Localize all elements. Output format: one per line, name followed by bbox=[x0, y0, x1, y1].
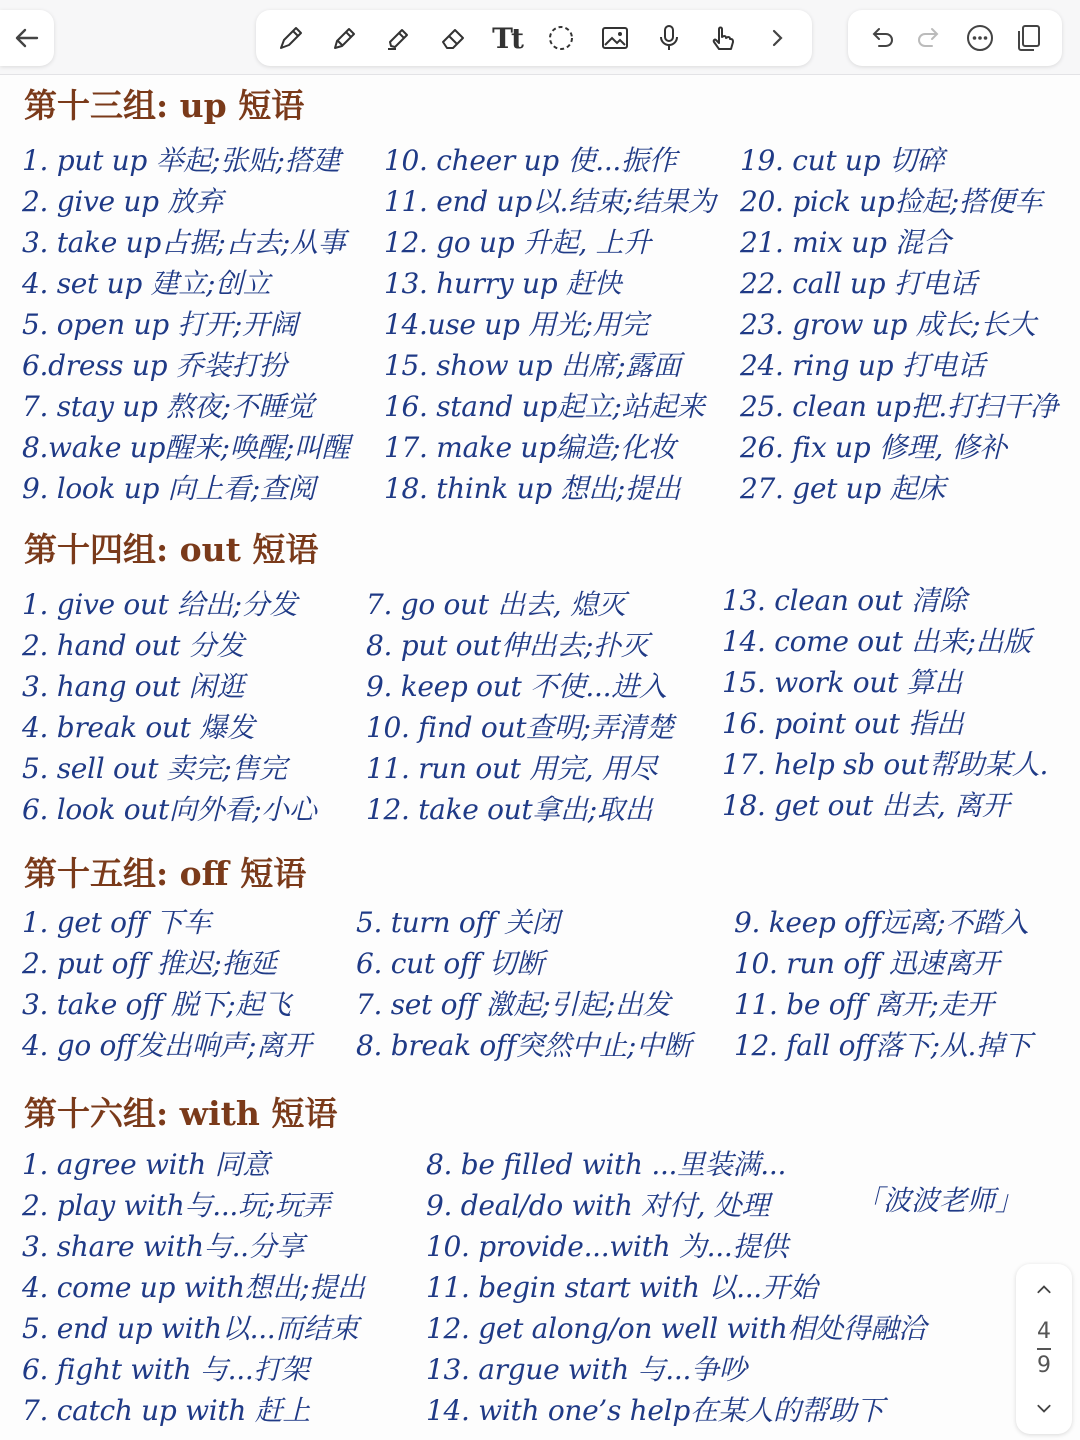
phrase: 5. sell out 卖完;售完 bbox=[22, 752, 287, 785]
phrase: 5. turn off 关闭 bbox=[356, 906, 560, 939]
pencil-icon[interactable] bbox=[325, 18, 365, 58]
phrase: 16. stand up起立;站起来 bbox=[384, 390, 705, 423]
up-phrases-column-2 bbox=[384, 140, 716, 509]
group-heading-out: 第十四组: out 短语 bbox=[24, 530, 319, 569]
phrase: 1. put up 举起;张贴;搭建 bbox=[22, 144, 341, 177]
group-heading-up: 第十三组: up 短语 bbox=[24, 86, 305, 125]
author-credit: 「波波老师」 bbox=[855, 1184, 1024, 1217]
phrase: 15. show up 出席;露面 bbox=[384, 349, 681, 382]
phrase: 2. give up 放弃 bbox=[22, 185, 223, 218]
phrase: 13. hurry up 赶快 bbox=[384, 267, 622, 300]
phrase: 10. provide...with 为...提供 bbox=[426, 1230, 788, 1263]
phrase: 11. run out 用完, 用尽 bbox=[366, 752, 658, 785]
chevron-up-icon[interactable] bbox=[1026, 1274, 1062, 1304]
group-heading-with: 第十六组: with 短语 bbox=[24, 1094, 338, 1133]
text-icon[interactable]: Tt bbox=[492, 21, 522, 55]
off-phrases-column-2 bbox=[356, 902, 691, 1066]
phrase: 26. fix up 修理, 修补 bbox=[740, 431, 1007, 464]
phrase: 24. ring up 打电话 bbox=[740, 349, 985, 382]
phrase: 6. cut off 切断 bbox=[356, 947, 545, 980]
phrase: 18. get out 出去, 离开 bbox=[722, 789, 1010, 822]
phrase: 14. come out 出来;出版 bbox=[722, 625, 1032, 658]
more-icon[interactable] bbox=[960, 18, 1000, 58]
phrase: 19. cut up 切碎 bbox=[740, 144, 945, 177]
tool-palette bbox=[256, 10, 812, 66]
touch-gesture-icon[interactable] bbox=[703, 18, 743, 58]
phrase: 11. end up以.结束;结果为 bbox=[384, 185, 716, 218]
back-button[interactable] bbox=[0, 10, 54, 66]
phrase: 3. take up占据;占去;从事 bbox=[22, 226, 346, 259]
phrase: 8. be filled with ...里装满... bbox=[426, 1148, 787, 1181]
phrase: 2. put off 推迟;拖延 bbox=[22, 947, 277, 980]
phrase: 11. begin start with 以...开始 bbox=[426, 1271, 818, 1304]
phrase: 11. be off 离开;走开 bbox=[734, 988, 994, 1021]
pages-icon[interactable] bbox=[1009, 18, 1049, 58]
phrase: 8. put out伸出去;扑灭 bbox=[366, 629, 649, 662]
phrase: 7. catch up with 赶上 bbox=[22, 1394, 311, 1427]
total-pages: 9 bbox=[1037, 1353, 1051, 1378]
off-phrases-column-3 bbox=[734, 902, 1032, 1066]
phrase: 13. argue with 与...争吵 bbox=[426, 1353, 747, 1386]
phrase: 5. end up with以...而结束 bbox=[22, 1312, 359, 1345]
phrase: 12. take out拿出;取出 bbox=[366, 793, 653, 826]
phrase: 27. get up 起床 bbox=[740, 472, 946, 505]
phrase: 1. get off 下车 bbox=[22, 906, 211, 939]
page-divider bbox=[1037, 1348, 1051, 1350]
phrase: 4. set up 建立;创立 bbox=[22, 267, 271, 300]
phrase: 14. with one’s help在某人的帮助下 bbox=[426, 1394, 884, 1427]
arrow-left-icon bbox=[7, 18, 47, 58]
phrase: 7. set off 激起;引起;出发 bbox=[356, 988, 671, 1021]
redo-icon[interactable] bbox=[910, 18, 950, 58]
phrase: 2. play with与...玩;玩弄 bbox=[22, 1189, 331, 1222]
note-canvas[interactable] bbox=[0, 74, 1080, 1440]
with-phrases-column-2 bbox=[426, 1144, 926, 1431]
phrase: 8. break off突然中止;中断 bbox=[356, 1029, 692, 1062]
phrase: 20. pick up捡起;搭便车 bbox=[740, 185, 1043, 218]
toolbar bbox=[0, 0, 1080, 75]
phrase: 3. take off 脱下;起飞 bbox=[22, 988, 291, 1021]
phrase: 3. share with与..分享 bbox=[22, 1230, 305, 1263]
phrase: 12. get along/on well with相处得融洽 bbox=[426, 1312, 927, 1345]
phrase: 6. fight with 与...打架 bbox=[22, 1353, 309, 1386]
phrase: 9. deal/do with 对付, 处理 bbox=[426, 1189, 770, 1222]
action-bar bbox=[848, 10, 1062, 66]
phrase: 23. grow up 成长;长大 bbox=[740, 308, 1036, 341]
phrase: 1. give out 给出;分发 bbox=[22, 588, 298, 621]
phrase: 22. call up 打电话 bbox=[740, 267, 977, 300]
page-indicator bbox=[1016, 1264, 1072, 1434]
phrase: 9. keep out 不使...进入 bbox=[366, 670, 667, 703]
phrase: 2. hand out 分发 bbox=[22, 629, 245, 662]
phrase: 18. think up 想出;提出 bbox=[384, 472, 681, 505]
up-phrases-column-1 bbox=[22, 140, 350, 509]
microphone-icon[interactable] bbox=[649, 18, 689, 58]
image-icon[interactable] bbox=[595, 18, 635, 58]
phrase: 16. point out 指出 bbox=[722, 707, 964, 740]
chevron-down-icon[interactable] bbox=[1026, 1394, 1062, 1424]
up-phrases-column-3 bbox=[740, 140, 1058, 509]
phrase: 7. stay up 熬夜;不睡觉 bbox=[22, 390, 314, 423]
undo-icon[interactable] bbox=[861, 18, 901, 58]
eraser-icon[interactable] bbox=[433, 18, 473, 58]
phrase: 8.wake up醒来;唤醒;叫醒 bbox=[22, 431, 350, 464]
page-counter bbox=[1037, 1320, 1051, 1378]
phrase: 13. clean out 清除 bbox=[722, 584, 967, 617]
phrase: 6. look out向外看;小心 bbox=[22, 793, 317, 826]
phrase: 21. mix up 混合 bbox=[740, 226, 951, 259]
out-phrases-column-3 bbox=[722, 580, 1048, 826]
phrase: 10. cheer up 使...振作 bbox=[384, 144, 677, 177]
phrase: 17. make up编造;化妆 bbox=[384, 431, 676, 464]
phrase: 12. fall off落下;从.掉下 bbox=[734, 1029, 1032, 1062]
with-phrases-column-1 bbox=[22, 1144, 365, 1431]
phrase: 10. run off 迅速离开 bbox=[734, 947, 1000, 980]
group-heading-off: 第十五组: off 短语 bbox=[24, 854, 307, 893]
phrase: 4. come up with想出;提出 bbox=[22, 1271, 365, 1304]
out-phrases-column-1 bbox=[22, 584, 317, 830]
out-phrases-column-2 bbox=[366, 584, 674, 830]
pen-icon[interactable] bbox=[271, 18, 311, 58]
phrase: 10. find out查明;弄清楚 bbox=[366, 711, 674, 744]
phrase: 25. clean up把.打扫干净 bbox=[740, 390, 1058, 423]
phrase: 12. go up 升起, 上升 bbox=[384, 226, 651, 259]
highlighter-icon[interactable] bbox=[379, 18, 419, 58]
phrase: 5. open up 打开;开阔 bbox=[22, 308, 298, 341]
phrase: 9. look up 向上看;查阅 bbox=[22, 472, 316, 505]
phrase: 6.dress up 乔装打扮 bbox=[22, 349, 287, 382]
current-page: 4 bbox=[1037, 1319, 1051, 1344]
phrase: 15. work out 算出 bbox=[722, 666, 963, 699]
phrase: 7. go out 出去, 熄灭 bbox=[366, 588, 626, 621]
phrase: 9. keep off远离;不踏入 bbox=[734, 906, 1029, 939]
phrase: 3. hang out 闲逛 bbox=[22, 670, 245, 703]
phrase: 17. help sb out帮助某人. bbox=[722, 748, 1049, 781]
phrase: 1. agree with 同意 bbox=[22, 1148, 270, 1181]
phrase: 14.use up 用光;用完 bbox=[384, 308, 649, 341]
off-phrases-column-1 bbox=[22, 902, 312, 1066]
phrase: 4. go off发出响声;离开 bbox=[22, 1029, 312, 1062]
phrase: 4. break out 爆发 bbox=[22, 711, 255, 744]
chevron-right-icon[interactable] bbox=[757, 18, 797, 58]
lasso-icon[interactable] bbox=[541, 18, 581, 58]
